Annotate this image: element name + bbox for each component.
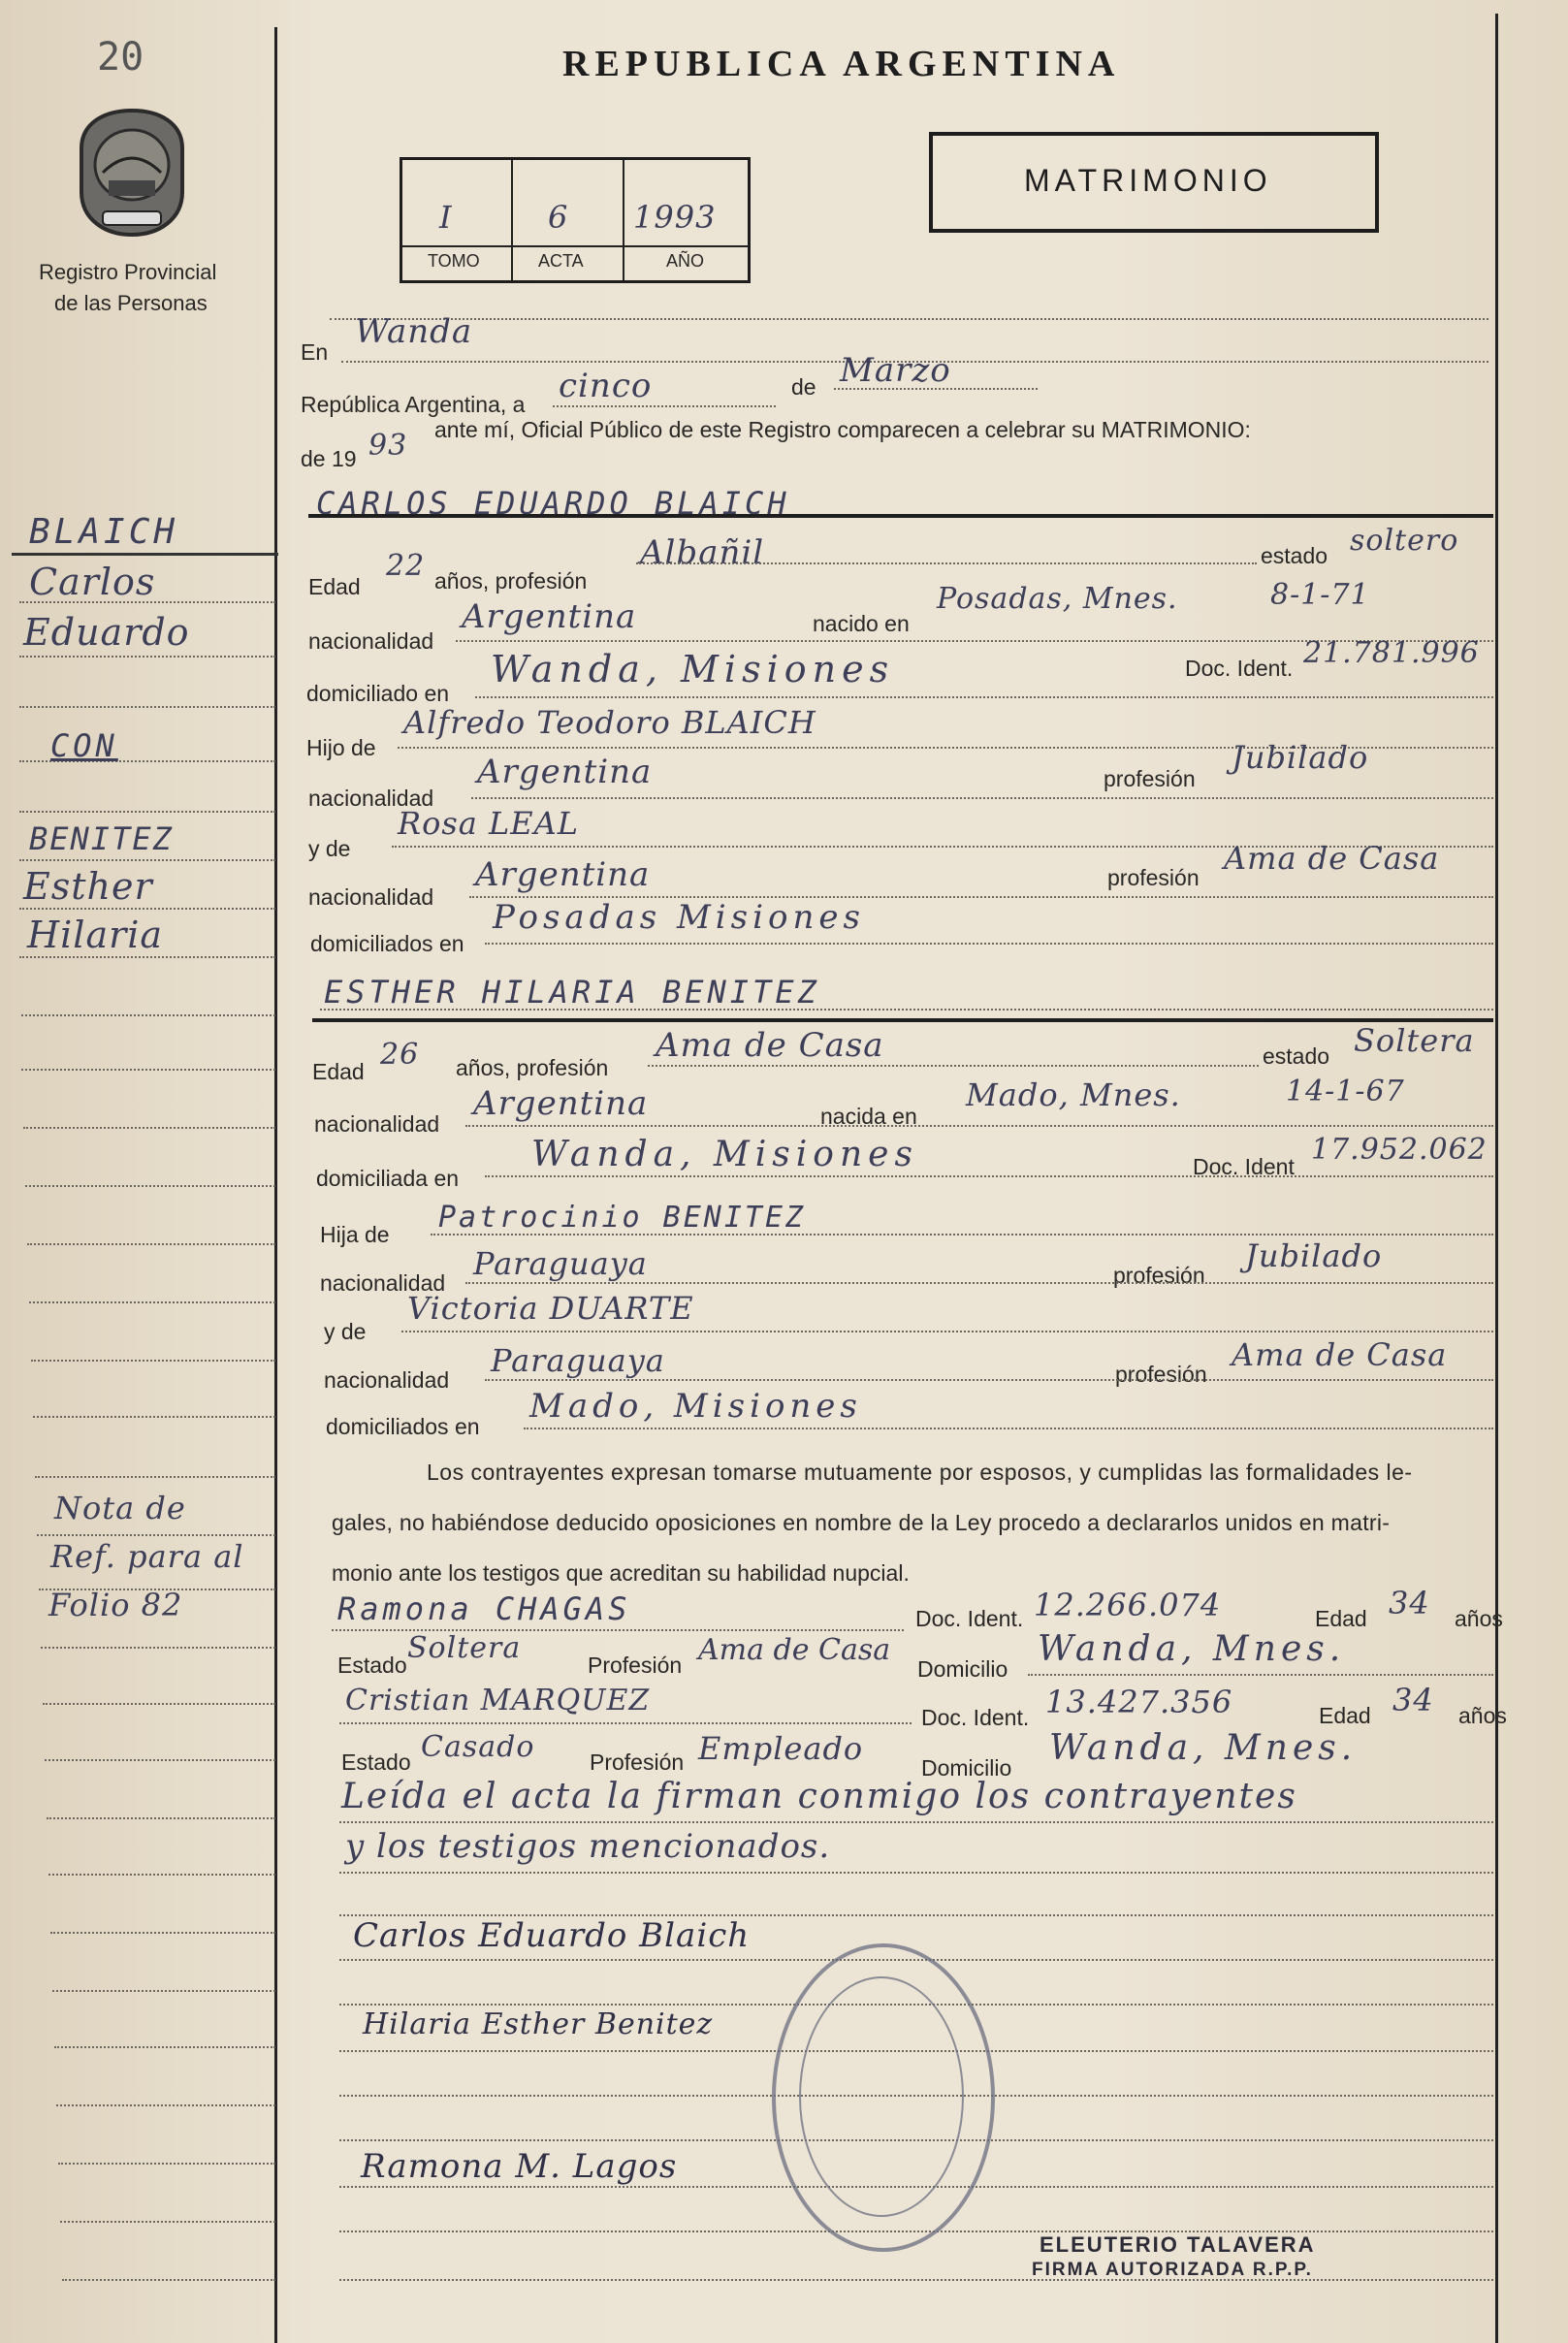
- margin-name-bride-2: Hilaria: [27, 914, 164, 956]
- margin-dotted-line: [19, 956, 275, 958]
- dotted-line: [524, 1428, 1493, 1429]
- bride-father-nat: Paraguaya: [473, 1245, 648, 1282]
- margin-dotted-line: [23, 1127, 275, 1129]
- margin-name-groom-1: Carlos: [29, 561, 156, 603]
- margin-surname-groom: BLAICH: [29, 512, 179, 552]
- groom-age: 22: [386, 549, 426, 583]
- declaration-line1: Los contrayentes expresan tomarse mutuamente por esposos, y cumplidas las formalidades le-: [427, 1460, 1413, 1485]
- margin-note-line2: Ref. para al: [50, 1538, 244, 1575]
- margin-dotted-line: [25, 1185, 275, 1187]
- month-value: Marzo: [840, 351, 951, 390]
- witness1-edad-label: Edad: [1315, 1606, 1367, 1631]
- groom-father-nat-label: nacionalidad: [308, 786, 434, 811]
- bride-mother-prof: Ama de Casa: [1232, 1336, 1448, 1373]
- margin-dotted-line: [52, 1990, 275, 1992]
- margin-con: CON: [50, 727, 118, 764]
- groom-nat-label: nacionalidad: [308, 628, 434, 654]
- witness2-doc-label: Doc. Ident.: [921, 1705, 1030, 1730]
- groom-birthplace: Posadas, Mnes.: [937, 582, 1178, 616]
- dotted-line: [636, 562, 1257, 564]
- margin-dotted-line: [19, 908, 275, 910]
- margin-dotted-line: [19, 656, 275, 658]
- margin-dotted-line: [58, 2163, 275, 2165]
- groom-dom-label: domiciliado en: [306, 681, 450, 706]
- groom-father: Alfredo Teodoro BLAICH: [403, 704, 816, 741]
- margin-dotted-line: [31, 1360, 275, 1362]
- witness2-prof-label: Profesión: [590, 1749, 685, 1775]
- bride-profession: Ama de Casa: [656, 1026, 884, 1065]
- bride-estado-label: estado: [1263, 1043, 1330, 1069]
- bride-father: Patrocinio BENITEZ: [438, 1201, 807, 1235]
- dotted-line: [471, 797, 1493, 799]
- bride-nat-label: nacionalidad: [314, 1111, 440, 1137]
- year-suffix: 93: [368, 429, 408, 463]
- witness1-age: 34: [1389, 1585, 1430, 1621]
- groom-mother-prof: Ama de Casa: [1224, 840, 1440, 877]
- witness2-edad-label: Edad: [1319, 1703, 1371, 1728]
- margin-dotted-line: [47, 1817, 275, 1819]
- bride-age: 26: [380, 1038, 420, 1072]
- country-title: REPUBLICA ARGENTINA: [562, 44, 1121, 84]
- groom-yde-label: y de: [308, 836, 351, 861]
- witness1-doc-label: Doc. Ident.: [915, 1606, 1024, 1631]
- groom-estado-label: estado: [1261, 543, 1328, 568]
- bride-domicile: Wanda, Misiones: [531, 1135, 918, 1174]
- groom-hijo-label: Hijo de: [306, 735, 376, 760]
- bride-estado: Soltera: [1354, 1022, 1475, 1059]
- groom-section-rule: [308, 514, 1493, 518]
- bride-mother-nat: Paraguaya: [491, 1342, 665, 1379]
- groom-nationality: Argentina: [462, 597, 637, 636]
- bride-nacida-label: nacida en: [820, 1104, 917, 1129]
- de-label: de: [791, 374, 816, 400]
- tomo-label: TOMO: [428, 251, 480, 271]
- witness1-anos: años: [1455, 1606, 1503, 1631]
- groom-birthdate: 8-1-71: [1270, 578, 1370, 612]
- margin-dotted-line: [54, 2046, 275, 2048]
- dotted-line: [485, 1175, 1493, 1177]
- witness1-estado-label: Estado: [337, 1653, 407, 1678]
- closing-line2: y los testigos mencionados.: [345, 1827, 831, 1866]
- groom-nacido-label: nacido en: [813, 611, 910, 636]
- margin-dotted-line: [35, 1476, 275, 1478]
- bride-doc-label: Doc. Ident: [1193, 1154, 1295, 1179]
- witness2-name: Cristian MARQUEZ: [345, 1684, 651, 1717]
- groom-father-prof: Jubilado: [1232, 739, 1369, 776]
- dotted-line: [648, 1065, 1259, 1067]
- dotted-line: [339, 1722, 912, 1724]
- declaration-line3: monio ante los testigos que acreditan su habilidad nupcial.: [332, 1560, 910, 1586]
- page-number: 20: [97, 35, 144, 80]
- registry-name-line1: Registro Provincial: [39, 260, 217, 284]
- dotted-line: [485, 1379, 1493, 1381]
- anio-value: 1993: [633, 199, 717, 236]
- witness1-name: Ramona CHAGAS: [337, 1590, 631, 1627]
- act-type-label: MATRIMONIO: [1024, 163, 1272, 198]
- margin-dotted-line: [27, 1243, 275, 1245]
- groom-full-name: CARLOS EDUARDO BLAICH: [316, 485, 790, 522]
- intro-sentence: ante mí, Oficial Público de este Registro comparecen a celebrar su MATRIMONIO:: [434, 417, 1251, 442]
- groom-profession: Albañil: [640, 533, 765, 572]
- anio-label: AÑO: [666, 251, 705, 271]
- acta-label: ACTA: [538, 251, 584, 271]
- witness2-doc: 13.427.356: [1045, 1684, 1233, 1720]
- bride-mother-prof-label: profesión: [1115, 1362, 1207, 1387]
- margin-dotted-line: [48, 1874, 275, 1876]
- margin-dotted-line: [19, 811, 275, 813]
- dotted-line: [1028, 1674, 1493, 1676]
- dotted-line: [339, 1821, 1493, 1823]
- officer-name: ELEUTERIO TALAVERA: [1040, 2232, 1316, 2257]
- margin-dotted-line: [29, 1301, 275, 1303]
- margin-dotted-line: [19, 706, 275, 708]
- bride-hija-label: Hija de: [320, 1222, 390, 1247]
- witness2-anos: años: [1458, 1703, 1507, 1728]
- witness1-prof: Ama de Casa: [698, 1633, 891, 1667]
- bride-doc: 17.952.062: [1311, 1133, 1488, 1167]
- registry-name-line2: de las Personas: [54, 291, 208, 315]
- groom-mother: Rosa LEAL: [398, 805, 579, 842]
- witness2-estado: Casado: [421, 1730, 535, 1764]
- volume-act-year-table: [400, 157, 751, 283]
- dotted-line: [339, 2279, 1493, 2281]
- bride-full-name: ESTHER HILARIA BENITEZ: [324, 974, 820, 1011]
- day-value: cinco: [559, 367, 653, 405]
- bride-mother: Victoria DUARTE: [407, 1290, 694, 1327]
- witness2-dom-label: Domicilio: [921, 1755, 1012, 1781]
- dotted-line: [465, 1125, 1493, 1127]
- groom-parents-dom: Posadas Misiones: [493, 898, 865, 937]
- margin-name-groom-2: Eduardo: [23, 611, 190, 654]
- year-prefix: de 19: [301, 446, 357, 471]
- dotted-line: [320, 1009, 1493, 1011]
- witness1-estado: Soltera: [407, 1631, 522, 1665]
- dotted-line: [330, 318, 1488, 320]
- bride-section-rule: [312, 1018, 1493, 1022]
- signature-groom: Carlos Eduardo Blaich: [353, 1916, 751, 1955]
- en-label: En: [301, 339, 329, 365]
- dotted-line: [465, 1282, 1493, 1284]
- signature-bride: Hilaria Esther Benitez: [363, 2007, 714, 2041]
- groom-mother-nat: Argentina: [475, 855, 651, 894]
- groom-father-nat: Argentina: [477, 753, 653, 791]
- officer-title: FIRMA AUTORIZADA R.P.P.: [1032, 2260, 1313, 2280]
- dotted-line: [431, 1234, 1493, 1236]
- groom-estado: soltero: [1350, 524, 1459, 558]
- bride-dom-label: domiciliada en: [316, 1166, 460, 1191]
- bride-birthdate: 14-1-67: [1286, 1075, 1405, 1108]
- groom-edad-label: Edad: [308, 574, 361, 599]
- margin-dotted-line: [37, 1534, 275, 1536]
- margin-dotted-line: [33, 1416, 275, 1418]
- dotted-line: [834, 388, 1038, 390]
- margin-dotted-line: [21, 1014, 275, 1016]
- margin-surname-bride: BENITEZ: [29, 820, 174, 857]
- closing-line1: Leída el acta la firman conmigo los contrayentes: [341, 1777, 1297, 1816]
- margin-dotted-line: [56, 2104, 275, 2106]
- witness2-estado-label: Estado: [341, 1749, 411, 1775]
- dotted-line: [485, 943, 1493, 945]
- margin-dotted-line: [62, 2279, 275, 2281]
- bride-yde-label: y de: [324, 1319, 367, 1344]
- margin-dotted-line: [12, 553, 278, 556]
- place-value: Wanda: [355, 312, 473, 351]
- provincial-seal-icon: [74, 105, 190, 241]
- official-stamp-icon: [772, 1943, 995, 2252]
- margin-dotted-line: [43, 1703, 275, 1705]
- margin-dotted-line: [41, 1647, 275, 1649]
- margin-dotted-line: [21, 1069, 275, 1071]
- tomo-value: I: [439, 199, 453, 236]
- bride-anos-label: años, profesión: [456, 1055, 609, 1080]
- republica-label: República Argentina, a: [301, 392, 526, 417]
- witness2-prof: Empleado: [698, 1730, 864, 1767]
- declaration-line2: gales, no habiéndose deducido oposiciones en nombre de la Ley procedo a declararlos unidos en matri-: [332, 1510, 1391, 1535]
- bride-father-nat-label: nacionalidad: [320, 1270, 446, 1296]
- bride-edad-label: Edad: [312, 1059, 365, 1084]
- groom-anos-label: años, profesión: [434, 568, 588, 594]
- witness1-prof-label: Profesión: [588, 1653, 683, 1678]
- margin-dotted-line: [45, 1759, 275, 1761]
- margin-note-line3: Folio 82: [48, 1587, 183, 1623]
- margin-dotted-line: [50, 1932, 275, 1934]
- witness2-dom: Wanda, Mnes.: [1049, 1728, 1358, 1768]
- bride-parents-dom: Mado, Misiones: [529, 1387, 862, 1426]
- bride-parents-dom-label: domiciliados en: [326, 1414, 480, 1439]
- margin-dotted-line: [60, 2221, 275, 2223]
- bride-mother-nat-label: nacionalidad: [324, 1367, 450, 1393]
- signature-witness: Ramona M. Lagos: [361, 2147, 678, 2186]
- witness2-age: 34: [1392, 1682, 1434, 1718]
- act-type-box: [929, 132, 1379, 233]
- dotted-line: [401, 1331, 1493, 1332]
- groom-parents-dom-label: domiciliados en: [310, 931, 464, 956]
- bride-birthplace: Mado, Mnes.: [966, 1076, 1181, 1113]
- dotted-line: [339, 1872, 1493, 1874]
- groom-doc-label: Doc. Ident.: [1185, 656, 1294, 681]
- groom-mother-nat-label: nacionalidad: [308, 884, 434, 910]
- groom-doc: 21.781.996: [1303, 636, 1480, 670]
- groom-domicile: Wanda, Misiones: [491, 648, 895, 690]
- bride-nationality: Argentina: [473, 1084, 649, 1123]
- bride-father-prof: Jubilado: [1245, 1237, 1383, 1274]
- margin-note-line1: Nota de: [54, 1490, 186, 1526]
- witness1-dom: Wanda, Mnes.: [1038, 1629, 1346, 1669]
- right-border-line: [1495, 14, 1498, 2343]
- witness1-doc: 12.266.074: [1034, 1587, 1222, 1623]
- witness1-dom-label: Domicilio: [917, 1656, 1008, 1682]
- bride-father-prof-label: profesión: [1113, 1263, 1205, 1288]
- dotted-line: [553, 405, 776, 407]
- acta-value: 6: [548, 199, 569, 236]
- groom-mother-prof-label: profesión: [1107, 865, 1200, 890]
- groom-father-prof-label: profesión: [1104, 766, 1196, 791]
- margin-name-bride-1: Esther: [23, 865, 153, 908]
- margin-dotted-line: [19, 859, 275, 861]
- dotted-line: [475, 696, 1493, 698]
